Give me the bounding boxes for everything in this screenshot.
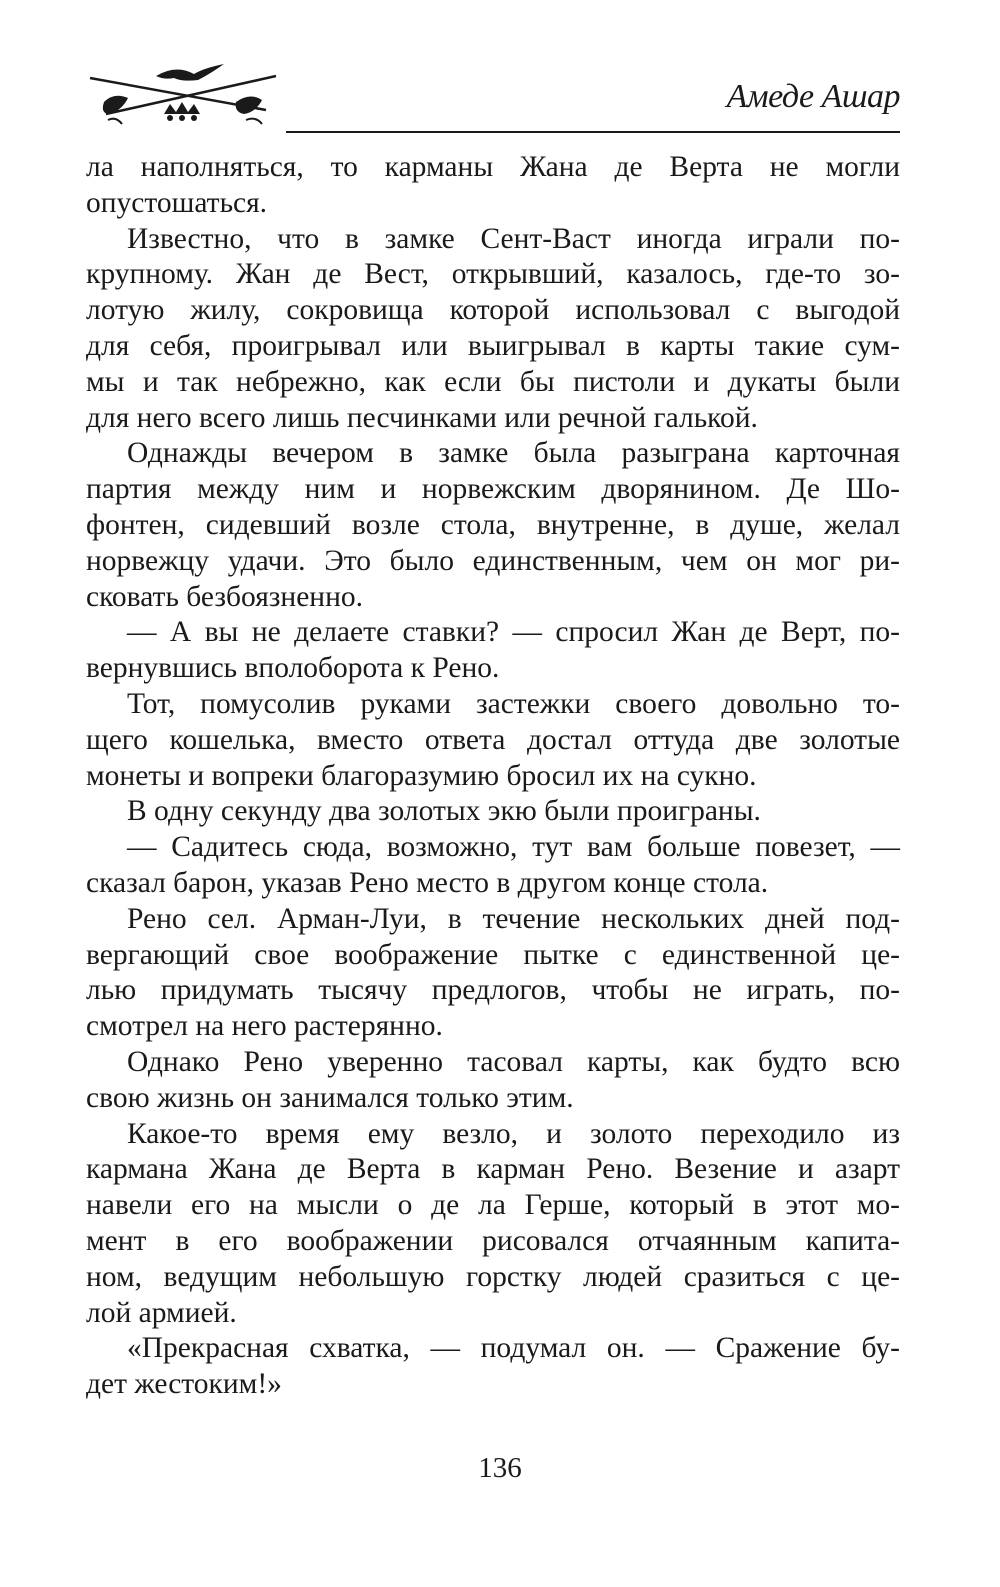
text-line: В одну секунду два золотых экю были проиграны. [127,795,761,828]
author-name: Амеде Ашар [726,78,900,115]
text-line: вернувшись вполоборота к Рено. [86,652,500,685]
text-line: Тот, помусолив руками застежки своего довольно то- [127,687,900,720]
text-line: смотрел на него растерянно. [86,1010,443,1043]
text-line: — Садитесь сюда, возможно, тут вам больше повезет, — [127,831,900,864]
text-line: для него всего лишь песчинками или речной галькой. [86,401,758,434]
text-line: — А вы не делаете ставки? — спросил Жан де Верт, по- [127,616,900,649]
crossed-swords-ornament-icon [86,58,286,138]
text-line: монеты и вопреки благоразумию бросил их на сукно. [86,759,757,792]
text-line: сказал барон, указав Рено место в другом конце стола. [86,866,769,899]
text-line: Однако Рено уверенно тасовал карты, как будто всю [127,1045,900,1078]
header-rule [286,131,900,133]
text-line: мент в его воображении рисовался отчаянным капита- [86,1224,900,1257]
text-line: вергающий свое воображение пытке с единственной це- [86,938,900,971]
text-line: лой армией. [86,1296,237,1329]
text-line: Рено сел. Арман-Луи, в течение нескольких дней под- [127,902,900,935]
text-line: норвежцу удачи. Это было единственным, чем он мог ри- [86,544,900,577]
text-line: свою жизнь он занимался только этим. [86,1081,574,1114]
text-line: партия между ним и норвежским дворянином. Де Шо- [86,473,900,506]
text-line: лотую жилу, сокровища которой использовал с выгодой [86,294,900,327]
text-line: Какое-то время ему везло, и золото переходило из [127,1117,900,1150]
text-line: для себя, проигрывал или выигрывал в карты такие сум- [86,329,900,362]
text-line: фонтен, сидевший возле стола, внутренне, в душе, желал [86,508,900,541]
page-number: 136 [478,1452,522,1484]
text-line: сковать безбоязненно. [86,580,363,613]
text-line: лью придумать тысячу предлогов, чтобы не играть, по- [86,974,900,1007]
text-line: кармана Жана де Верта в карман Рено. Везение и азарт [86,1153,900,1186]
text-line: Известно, что в замке Сент-Васт иногда играли по- [127,222,900,255]
running-header [86,58,900,138]
text-line: крупному. Жан де Вест, открывший, казалось, где-то зо- [86,258,900,291]
text-line: мы и так небрежно, как если бы пистоли и дукаты были [86,365,900,398]
text-line: ном, ведущим небольшую горстку людей сразиться с це- [86,1260,900,1293]
text-line: навели его на мысли о де ла Герше, который в этот мо- [86,1189,900,1222]
text-line: Однажды вечером в замке была разыграна карточная [127,437,900,470]
text-line: «Прекрасная схватка, — подумал он. — Сражение бу- [127,1332,900,1365]
text-line: ла наполняться, то карманы Жана де Верта не могли [86,151,900,183]
text-line: щего кошелька, вместо ответа достал оттуда две золотые [86,723,900,756]
text-line: опустошаться. [86,186,268,219]
text-line: дет жестоким!» [86,1368,282,1401]
body-text [86,150,900,1403]
